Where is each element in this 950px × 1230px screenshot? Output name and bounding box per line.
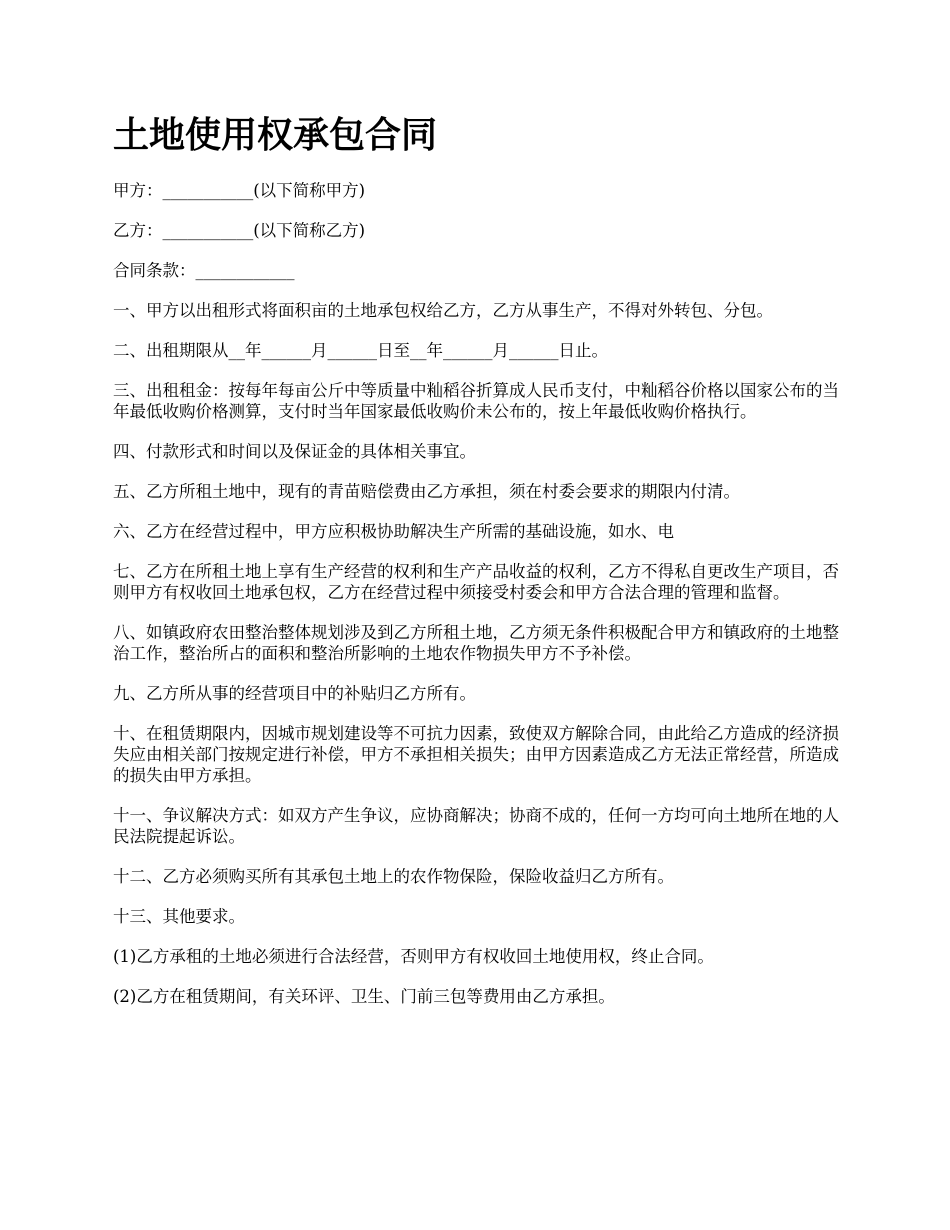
clause-7: 七、乙方在所租土地上享有生产经营的权利和生产产品收益的权利，乙方不得私自更改生产项目，否则甲方有权收回土地承包权，乙方在经营过程中须接受村委会和甲方合法合理的管理和监督。 xyxy=(113,562,839,602)
clause-12: 十二、乙方必须购买所有其承包土地上的农作物保险，保险收益归乙方所有。 xyxy=(113,867,674,886)
clause-11: 十一、争议解决方式：如双方产生争议，应协商解决；协商不成的，任何一方均可向土地所在地的人民法院提起诉讼。 xyxy=(113,806,839,846)
document-title: 土地使用权承包合同 xyxy=(113,115,438,156)
party-b-line: 乙方：___________(以下简称乙方) xyxy=(113,221,366,240)
clause-5: 五、乙方所租土地中，现有的青苗赔偿费由乙方承担，须在村委会要求的期限内付清。 xyxy=(113,482,740,501)
sub-clause-2: (2)乙方在租赁期间，有关环评、卫生、门前三包等费用由乙方承担。 xyxy=(113,987,615,1006)
clause-3: 三、出租租金：按每年每亩公斤中等质量中籼稻谷折算成人民币支付，中籼稻谷价格以国家公布的当年最低收购价格测算，支付时当年国家最低收购价未公布的，按上年最低收购价格执行。 xyxy=(113,381,839,421)
clause-10: 十、在租赁期限内，因城市规划建设等不可抗力因素，致使双方解除合同，由此给乙方造成的经济损失应由相关部门按规定进行补偿，甲方不承担相关损失；由甲方因素造成乙方无法正常经营，所造成的损失由甲方承担。 xyxy=(113,724,839,785)
clause-6: 六、乙方在经营过程中，甲方应积极协助解决生产所需的基础设施，如水、电 xyxy=(113,522,674,541)
clause-8: 八、如镇政府农田整治整体规划涉及到乙方所租土地，乙方须无条件积极配合甲方和镇政府的土地整治工作，整治所占的面积和整治所影响的土地农作物损失甲方不予补偿。 xyxy=(113,623,839,663)
clause-2: 二、出租期限从__年______月______日至__年______月______日止。 xyxy=(113,341,608,360)
party-a-line: 甲方：___________(以下简称甲方) xyxy=(113,181,366,200)
clause-4: 四、付款形式和时间以及保证金的具体相关事宜。 xyxy=(113,442,476,461)
document-page xyxy=(113,112,843,1026)
clause-1: 一、甲方以出租形式将面积亩的土地承包权给乙方，乙方从事生产，不得对外转包、分包。 xyxy=(113,301,773,320)
contract-terms-heading: 合同条款：____________ xyxy=(113,261,295,280)
clause-13: 十三、其他要求。 xyxy=(113,907,245,926)
clause-9: 九、乙方所从事的经营项目中的补贴归乙方所有。 xyxy=(113,684,476,703)
sub-clause-1: (1)乙方承租的土地必须进行合法经营，否则甲方有权收回土地使用权，终止合同。 xyxy=(113,947,714,966)
